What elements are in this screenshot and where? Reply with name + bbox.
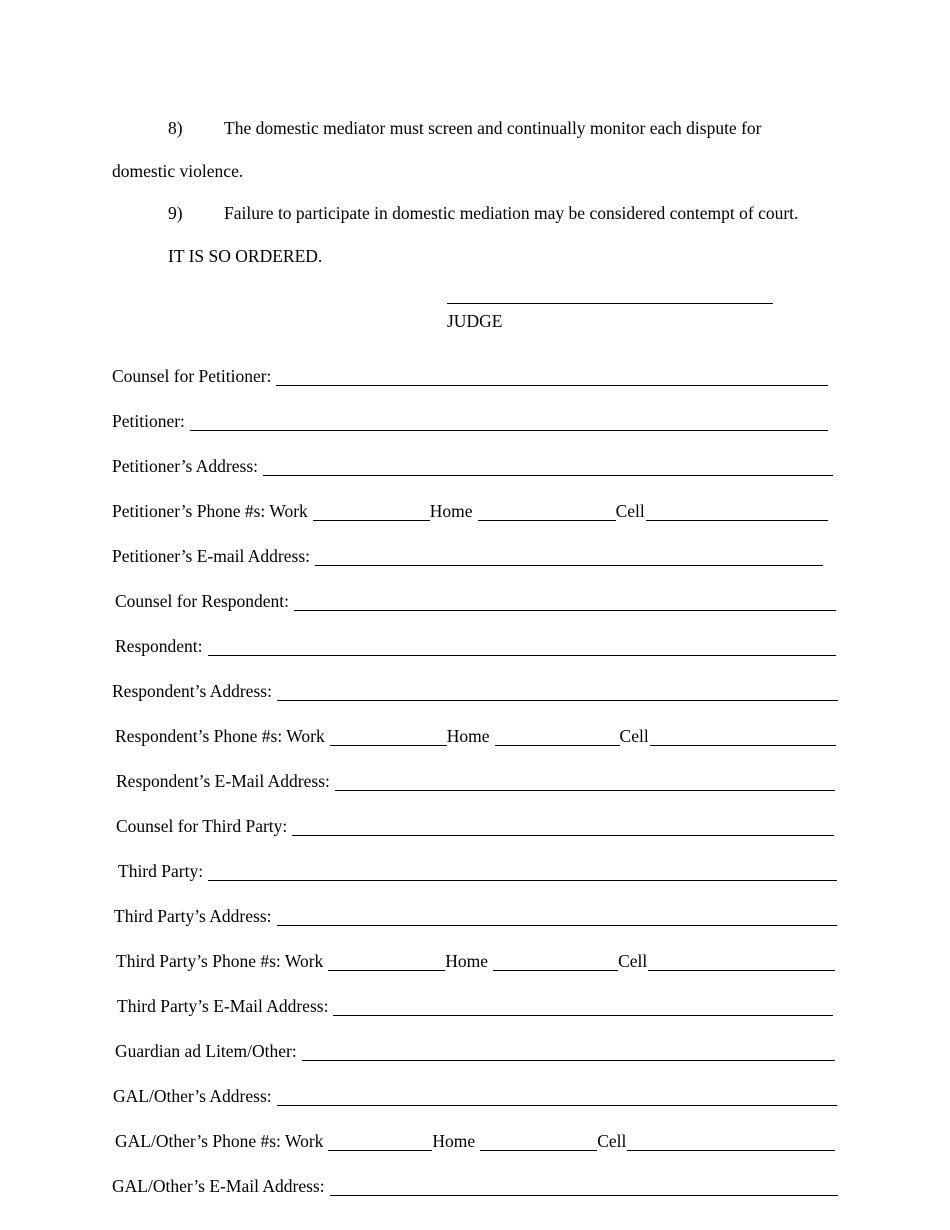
respondent-address-label: Respondent’s Address:: [112, 681, 272, 701]
third-party-email-field[interactable]: [333, 1000, 833, 1016]
counsel-petitioner-field[interactable]: [276, 370, 828, 386]
judge-signature-line[interactable]: [447, 303, 773, 304]
third-party-label: Third Party:: [118, 861, 204, 881]
petitioner-cell-label: Cell: [615, 501, 645, 521]
counsel-respondent-label: Counsel for Respondent:: [115, 591, 290, 611]
guardian-label: Guardian ad Litem/Other:: [115, 1041, 297, 1061]
petitioner-work-phone-field[interactable]: [313, 505, 430, 521]
item-9-text: Failure to participate in domestic mediation may be considered contempt of court.: [224, 203, 799, 223]
petitioner-label: Petitioner:: [112, 411, 185, 431]
third-party-row: [118, 859, 837, 881]
third-party-cell-label: Cell: [618, 951, 648, 971]
petitioner-phone-row: [112, 499, 828, 521]
counsel-respondent-field[interactable]: [294, 595, 836, 611]
third-party-email-row: [117, 994, 833, 1016]
third-party-home-phone-field[interactable]: [493, 955, 618, 971]
gal-address-label: GAL/Other’s Address:: [113, 1086, 272, 1106]
third-party-address-label: Third Party’s Address:: [114, 906, 272, 926]
gal-cell-label: Cell: [597, 1131, 627, 1151]
third-party-address-field[interactable]: [277, 910, 838, 926]
respondent-row: [115, 634, 836, 656]
third-party-work-phone-field[interactable]: [328, 955, 445, 971]
gal-home-phone-field[interactable]: [480, 1135, 597, 1151]
third-party-phone-label: Third Party’s Phone #s: Work: [116, 951, 324, 971]
gal-phone-label: GAL/Other’s Phone #s: Work: [115, 1131, 324, 1151]
respondent-address-field[interactable]: [277, 685, 838, 701]
third-party-email-label: Third Party’s E-Mail Address:: [117, 996, 329, 1016]
petitioner-home-label: Home: [429, 501, 473, 521]
third-party-cell-phone-field[interactable]: [648, 955, 835, 971]
guardian-row: [115, 1039, 835, 1061]
gal-address-row: [113, 1084, 837, 1106]
gal-email-row: [112, 1174, 838, 1196]
gal-email-label: GAL/Other’s E-Mail Address:: [112, 1176, 325, 1196]
respondent-field[interactable]: [208, 640, 837, 656]
counsel-respondent-row: [115, 589, 836, 611]
respondent-label: Respondent:: [115, 636, 203, 656]
counsel-third-party-label: Counsel for Third Party:: [116, 816, 288, 836]
counsel-third-party-row: [116, 814, 834, 836]
gal-address-field[interactable]: [277, 1090, 837, 1106]
third-party-address-row: [114, 904, 837, 926]
petitioner-email-field[interactable]: [315, 550, 823, 566]
judge-label: JUDGE: [447, 311, 503, 331]
respondent-work-phone-field[interactable]: [330, 730, 447, 746]
respondent-phone-row: [115, 724, 836, 746]
petitioner-email-label: Petitioner’s E-mail Address:: [112, 546, 310, 566]
respondent-phone-label: Respondent’s Phone #s: Work: [115, 726, 325, 746]
petitioner-cell-phone-field[interactable]: [646, 505, 828, 521]
respondent-cell-label: Cell: [619, 726, 649, 746]
petitioner-address-field[interactable]: [263, 460, 833, 476]
petitioner-address-row: [112, 454, 833, 476]
so-ordered: IT IS SO ORDERED.: [168, 246, 323, 266]
third-party-field[interactable]: [208, 865, 837, 881]
petitioner-email-row: [112, 544, 823, 566]
gal-phone-row: [115, 1129, 835, 1151]
respondent-email-field[interactable]: [335, 775, 835, 791]
gal-work-phone-field[interactable]: [328, 1135, 432, 1151]
guardian-field[interactable]: [302, 1045, 835, 1061]
petitioner-row: [112, 409, 828, 431]
counsel-petitioner-label: Counsel for Petitioner:: [112, 366, 272, 386]
respondent-home-label: Home: [446, 726, 490, 746]
counsel-petitioner-row: [112, 364, 828, 386]
respondent-address-row: [112, 679, 838, 701]
respondent-home-phone-field[interactable]: [495, 730, 620, 746]
item-8-number: 8): [168, 118, 183, 138]
petitioner-address-label: Petitioner’s Address:: [112, 456, 258, 476]
counsel-third-party-field[interactable]: [292, 820, 834, 836]
respondent-email-label: Respondent’s E-Mail Address:: [116, 771, 330, 791]
respondent-email-row: [116, 769, 835, 791]
petitioner-phone-label: Petitioner’s Phone #s: Work: [112, 501, 308, 521]
gal-cell-phone-field[interactable]: [627, 1135, 835, 1151]
petitioner-field[interactable]: [190, 415, 828, 431]
petitioner-home-phone-field[interactable]: [478, 505, 616, 521]
gal-home-label: Home: [432, 1131, 476, 1151]
item-9-number: 9): [168, 203, 183, 223]
third-party-phone-row: [116, 949, 835, 971]
item-8-continuation: domestic violence.: [112, 161, 244, 181]
third-party-home-label: Home: [445, 951, 489, 971]
item-8-text: The domestic mediator must screen and continually monitor each dispute for: [224, 118, 762, 138]
gal-email-field[interactable]: [330, 1180, 838, 1196]
respondent-cell-phone-field[interactable]: [650, 730, 836, 746]
